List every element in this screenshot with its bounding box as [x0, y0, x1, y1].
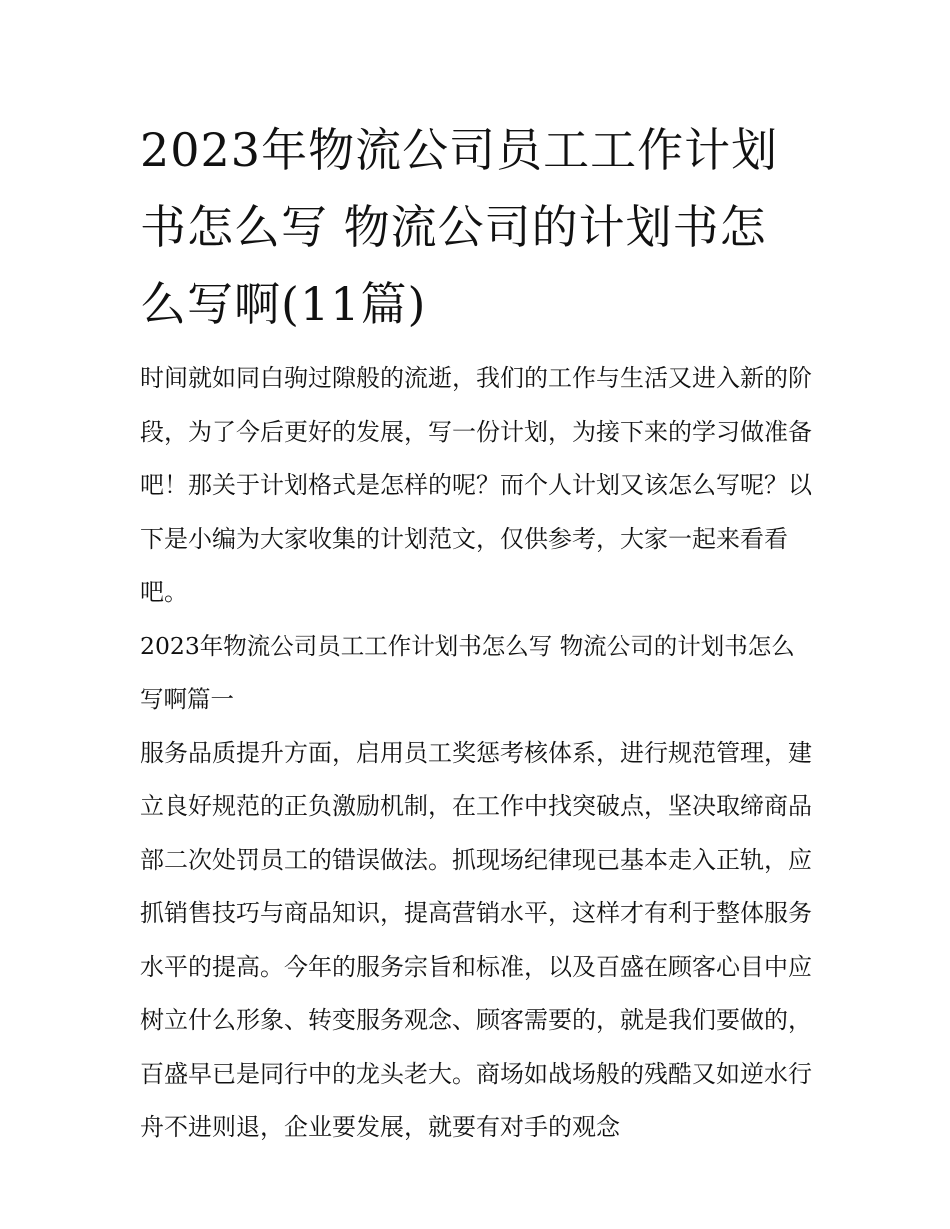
- document-title: 2023年物流公司员工工作计划书怎么写 物流公司的计划书怎么写啊(11篇): [140, 123, 779, 331]
- intro-paragraph: 时间就如同白驹过隙般的流逝，我们的工作与生活又进入新的阶段，为了今后更好的发展，写一份计划，为接下来的学习做准备吧！那关于计划格式是怎样的呢？而个人计划又该怎么写呢？以下是小编为大家收集的计划范文，仅供参考，大家一起来看看吧。: [140, 364, 812, 606]
- body-paragraph: 服务品质提升方面，启用员工奖惩考核体系，进行规范管理，建立良好规范的正负激励机制，在工作中找突破点，坚决取缔商品部二次处罚员工的错误做法。抓现场纪律现已基本走入正轨，应抓销售技巧与商品知识，提高营销水平，这样才有利于整体服务水平的提高。今年的服务宗旨和标准，以及百盛在顾客心目中应树立什么形象、转变服务观念、顾客需要的，就是我们要做的，百盛早已是同行中的龙头老大。商场如战场般的残酷又如逆水行舟不进则退，企业要发展，就要有对手的观念: [140, 738, 812, 1141]
- section-heading: 2023年物流公司员工工作计划书怎么写 物流公司的计划书怎么写啊篇一: [140, 631, 795, 713]
- document-body: [140, 352, 812, 1155]
